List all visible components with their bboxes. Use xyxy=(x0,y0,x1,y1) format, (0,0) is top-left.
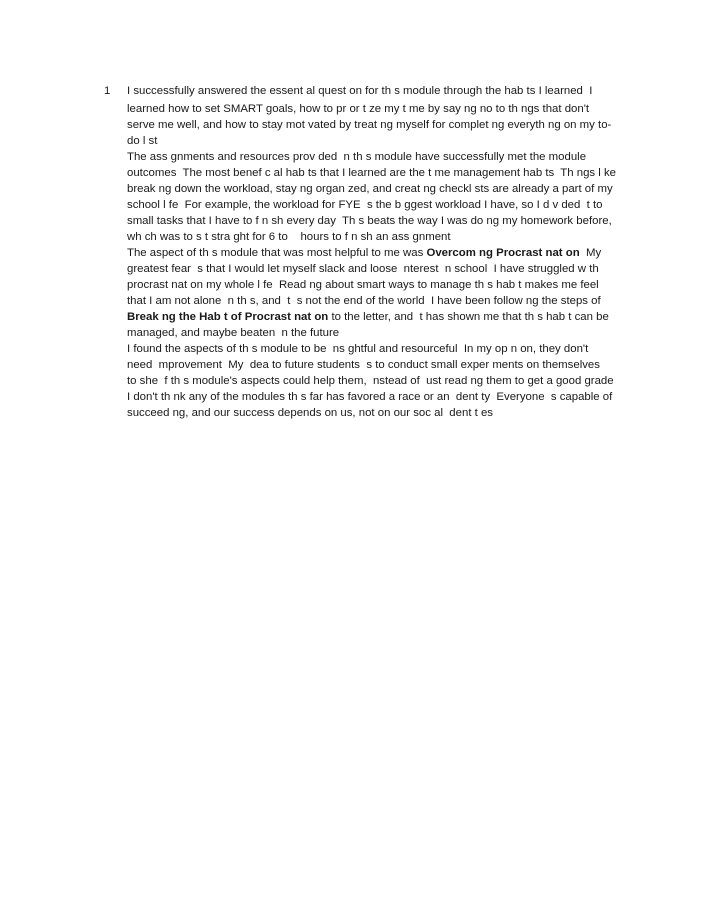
text-run: I successfully answered the essent al quest on for th s module through the hab ts I learned I xyxy=(127,85,593,97)
text-line xyxy=(127,341,643,357)
text-line xyxy=(127,261,643,277)
text-run: succeed ng, and our success depends on us, not on our soc al dent t es xyxy=(127,406,494,419)
text-line xyxy=(127,165,643,181)
text-line xyxy=(127,213,643,229)
text-run: wh ch was to s t stra ght for 6 to hours to f n sh an ass gnment xyxy=(127,230,451,243)
text-run: The aspect of th s module that was most helpful to me was xyxy=(127,246,427,259)
text-run: learned how to set SMART goals, how to pr or t ze my t me by say ng no to th ngs that don't xyxy=(127,102,590,115)
text-line xyxy=(127,101,643,117)
text-run: to the letter, and t has shown me that th s hab t can be xyxy=(328,310,609,323)
text-run: The ass gnments and resources prov ded n th s module have successfully met the module xyxy=(127,150,587,163)
bold-text-run: Overcom ng Procrast nat on xyxy=(426,246,580,259)
paragraph xyxy=(127,149,643,245)
text-line xyxy=(127,325,643,341)
text-line xyxy=(127,245,643,261)
text-run: small tasks that I have to f n sh every day Th s beats the way I was do ng my homework before, xyxy=(127,214,612,227)
text-run: serve me well, and how to stay mot vated by treat ng myself for complet ng everyth ng on my to- xyxy=(127,118,612,131)
text-run: I found the aspects of th s module to be ns ghtful and resourceful In my op n on, they don't xyxy=(127,342,589,355)
text-line xyxy=(127,389,643,405)
text-line xyxy=(127,149,643,165)
text-line xyxy=(127,373,643,389)
document-body xyxy=(127,83,643,421)
text-run: My xyxy=(579,246,602,259)
text-line xyxy=(127,405,643,421)
text-run: break ng down the workload, stay ng organ zed, and creat ng checkl sts are already a part of my xyxy=(127,182,613,195)
text-run: greatest fear s that I would let myself slack and loose nterest n school I have struggled w th xyxy=(127,262,599,275)
text-line xyxy=(127,133,643,149)
text-line xyxy=(127,357,643,373)
text-line xyxy=(127,83,643,101)
text-run: need mprovement My dea to future students s to conduct small exper ments on themselves xyxy=(127,358,600,371)
text-run: that I am not alone n th s, and t s not the end of the world I have been follow ng the steps of xyxy=(127,294,601,307)
text-run: procrast nat on my whole l fe Read ng about smart ways to manage th s hab t makes me feel xyxy=(127,278,599,291)
text-run: school l fe For example, the workload for FYE s the b ggest workload I have, so I d v ded t to xyxy=(127,198,603,211)
text-run: outcomes The most benef c al hab ts that I learned are the t me management hab ts Th ngs l ke xyxy=(127,166,617,179)
text-line xyxy=(127,181,643,197)
text-line xyxy=(127,293,643,309)
paragraph xyxy=(127,83,643,149)
paragraph xyxy=(127,389,643,421)
text-run: managed, and maybe beaten n the future xyxy=(127,326,340,339)
paragraph xyxy=(127,341,643,389)
text-line xyxy=(127,197,643,213)
text-run: to she f th s module's aspects could help them, nstead of ust read ng them to get a good grade xyxy=(127,374,614,387)
text-line xyxy=(127,117,643,133)
bold-text-run: Break ng the Hab t of Procrast nat on xyxy=(127,310,329,323)
paragraph xyxy=(127,245,643,341)
text-run: I don't th nk any of the modules th s far has favored a race or an dent ty Everyone s capable of xyxy=(127,390,613,403)
text-line xyxy=(127,277,643,293)
text-line xyxy=(127,229,643,245)
text-run: do l st xyxy=(127,134,158,147)
text-line xyxy=(127,309,643,325)
list-number: 1 xyxy=(104,85,111,97)
